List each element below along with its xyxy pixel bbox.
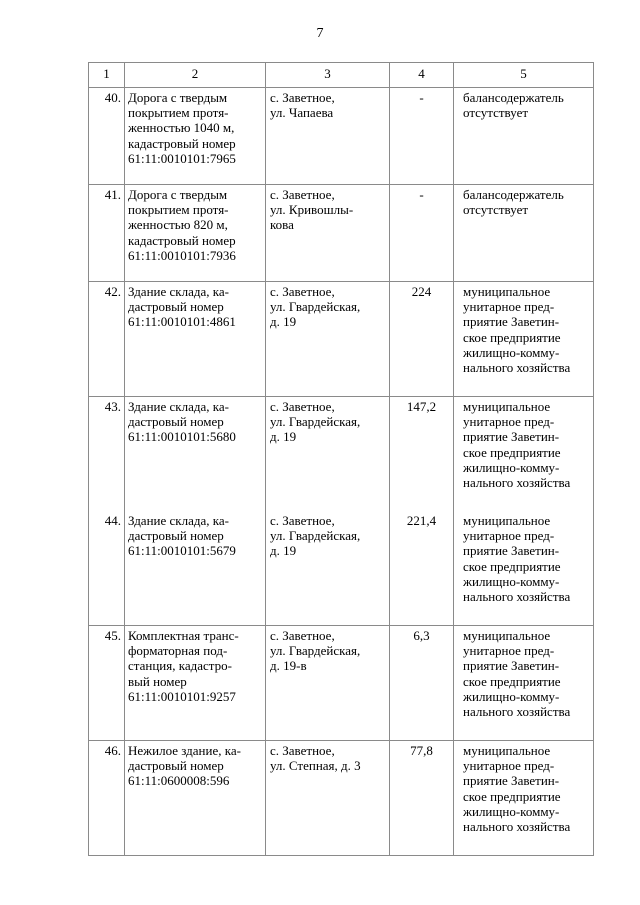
table-row [89, 626, 594, 741]
object-name-line: дастровый номер [128, 414, 224, 430]
row-number-cell: 42. [89, 282, 125, 397]
address-line: ул. Степная, д. 3 [270, 758, 361, 774]
object-name-line: женностью 1040 м, [128, 120, 235, 136]
balance-holder-line: приятие Заветин- [463, 543, 560, 559]
object-name-line: дастровый номер [128, 758, 224, 774]
balance-holder-line: балансодержатель [463, 187, 564, 202]
table-row [89, 741, 594, 856]
address-cell [266, 88, 390, 185]
balance-holder-cell [454, 88, 594, 185]
table-row [89, 511, 594, 626]
object-name-line: Комплектная транс- [128, 628, 239, 643]
balance-holder-line: нального хозяйства [463, 475, 571, 491]
object-name-line: женностью 820 м, [128, 217, 228, 233]
address-line: с. Заветное, [270, 743, 335, 758]
address-line: с. Заветное, [270, 513, 335, 528]
balance-holder-line: жилищно-комму- [463, 803, 560, 819]
area-cell: - [390, 88, 454, 185]
address-line: ул. Гвардейская, [270, 414, 361, 430]
object-name-line: 61:11:0010101:9257 [128, 688, 236, 704]
address-line: ул. Кривошлы- [270, 202, 354, 218]
area-cell: 147,2 [390, 397, 454, 512]
header-col-5: 5 [454, 63, 594, 88]
address-line: с. Заветное, [270, 399, 335, 414]
address-line: д. 19 [270, 429, 297, 445]
balance-holder-line: приятие Заветин- [463, 773, 560, 789]
address-cell [266, 282, 390, 397]
row-number-cell: 46. [89, 741, 125, 856]
balance-holder-line: жилищно-комму- [463, 344, 560, 360]
address-line: ул. Гвардейская, [270, 299, 361, 315]
header-col-2: 2 [125, 63, 266, 88]
table-row [89, 185, 594, 282]
object-name-line: покрытием протя- [128, 105, 229, 121]
address-cell [266, 511, 390, 626]
balance-holder-line: унитарное пред- [463, 299, 555, 315]
balance-holder-line: приятие Заветин- [463, 658, 560, 674]
object-name-cell [125, 185, 266, 282]
property-registry-table [88, 62, 594, 856]
address-cell [266, 397, 390, 512]
object-name-line: 61:11:0600008:596 [128, 773, 230, 789]
balance-holder-line: отсутствует [463, 202, 529, 218]
area-cell: 224 [390, 282, 454, 397]
object-name-line: 61:11:0010101:5679 [128, 543, 236, 559]
area-cell: 6,3 [390, 626, 454, 741]
balance-holder-line: балансодержатель [463, 90, 564, 105]
address-cell [266, 741, 390, 856]
row-number-cell: 43. [89, 397, 125, 512]
row-number-cell: 40. [89, 88, 125, 185]
object-name-line: Дорога с твердым [128, 90, 228, 105]
object-name-cell [125, 511, 266, 626]
area-cell: - [390, 185, 454, 282]
object-name-line: Здание склада, ка- [128, 284, 229, 299]
address-cell [266, 626, 390, 741]
address-line: д. 19-в [270, 658, 307, 674]
object-name-line: дастровый номер [128, 528, 224, 544]
balance-holder-line: ское предприятие [463, 329, 561, 345]
balance-holder-cell [454, 397, 594, 512]
balance-holder-cell [454, 626, 594, 741]
balance-holder-cell [454, 282, 594, 397]
object-name-line: 61:11:0010101:7965 [128, 150, 236, 166]
address-cell [266, 185, 390, 282]
object-name-line: Здание склада, ка- [128, 399, 229, 414]
object-name-cell [125, 88, 266, 185]
balance-holder-line: муниципальное [463, 513, 551, 528]
area-cell: 221,4 [390, 511, 454, 626]
balance-holder-line: жилищно-комму- [463, 688, 560, 704]
table-body [89, 63, 594, 856]
object-name-line: 61:11:0010101:5680 [128, 429, 236, 445]
address-line: с. Заветное, [270, 90, 335, 105]
balance-holder-line: муниципальное [463, 399, 551, 414]
balance-holder-line: ское предприятие [463, 673, 561, 689]
balance-holder-line: муниципальное [463, 284, 551, 299]
header-col-3: 3 [266, 63, 390, 88]
balance-holder-line: унитарное пред- [463, 528, 555, 544]
address-line: д. 19 [270, 314, 297, 330]
balance-holder-line: нального хозяйства [463, 589, 571, 605]
object-name-line: 61:11:0010101:4861 [128, 314, 236, 330]
balance-holder-line: ское предприятие [463, 558, 561, 574]
object-name-line: покрытием протя- [128, 202, 229, 218]
balance-holder-line: ское предприятие [463, 788, 561, 804]
row-number-cell: 45. [89, 626, 125, 741]
address-line: ул. Гвардейская, [270, 643, 361, 659]
address-line: ул. Чапаева [270, 105, 334, 121]
address-line: кова [270, 217, 294, 233]
row-number-cell: 41. [89, 185, 125, 282]
header-col-1: 1 [89, 63, 125, 88]
object-name-line: форматорная под- [128, 643, 228, 659]
object-name-cell [125, 626, 266, 741]
table-row [89, 88, 594, 185]
balance-holder-line: нального хозяйства [463, 819, 571, 835]
row-number-cell: 44. [89, 511, 125, 626]
balance-holder-line: отсутствует [463, 105, 529, 121]
balance-holder-line: унитарное пред- [463, 643, 555, 659]
object-name-line: Здание склада, ка- [128, 513, 229, 528]
balance-holder-line: муниципальное [463, 628, 551, 643]
balance-holder-line: унитарное пред- [463, 758, 555, 774]
balance-holder-line: жилищно-комму- [463, 459, 560, 475]
object-name-line: кадастровый номер [128, 232, 236, 248]
table-row [89, 282, 594, 397]
balance-holder-line: муниципальное [463, 743, 551, 758]
address-line: д. 19 [270, 543, 297, 559]
area-cell: 77,8 [390, 741, 454, 856]
balance-holder-line: нального хозяйства [463, 704, 571, 720]
object-name-line: станция, кадастро- [128, 658, 232, 674]
address-line: с. Заветное, [270, 187, 335, 202]
balance-holder-line: приятие Заветин- [463, 314, 560, 330]
address-line: с. Заветное, [270, 284, 335, 299]
table-header-row [89, 63, 594, 88]
balance-holder-line: приятие Заветин- [463, 429, 560, 445]
header-col-4: 4 [390, 63, 454, 88]
object-name-line: кадастровый номер [128, 135, 236, 151]
object-name-line: вый номер [128, 673, 187, 689]
balance-holder-line: унитарное пред- [463, 414, 555, 430]
address-line: с. Заветное, [270, 628, 335, 643]
object-name-line: Дорога с твердым [128, 187, 228, 202]
table-row [89, 397, 594, 512]
object-name-line: дастровый номер [128, 299, 224, 315]
object-name-line: Нежилое здание, ка- [128, 743, 241, 758]
balance-holder-line: жилищно-комму- [463, 573, 560, 589]
address-line: ул. Гвардейская, [270, 528, 361, 544]
object-name-line: 61:11:0010101:7936 [128, 247, 236, 263]
balance-holder-cell [454, 185, 594, 282]
object-name-cell [125, 397, 266, 512]
object-name-cell [125, 741, 266, 856]
balance-holder-cell [454, 511, 594, 626]
balance-holder-line: ское предприятие [463, 444, 561, 460]
balance-holder-cell [454, 741, 594, 856]
balance-holder-line: нального хозяйства [463, 360, 571, 376]
page-number: 7 [316, 26, 324, 41]
object-name-cell [125, 282, 266, 397]
